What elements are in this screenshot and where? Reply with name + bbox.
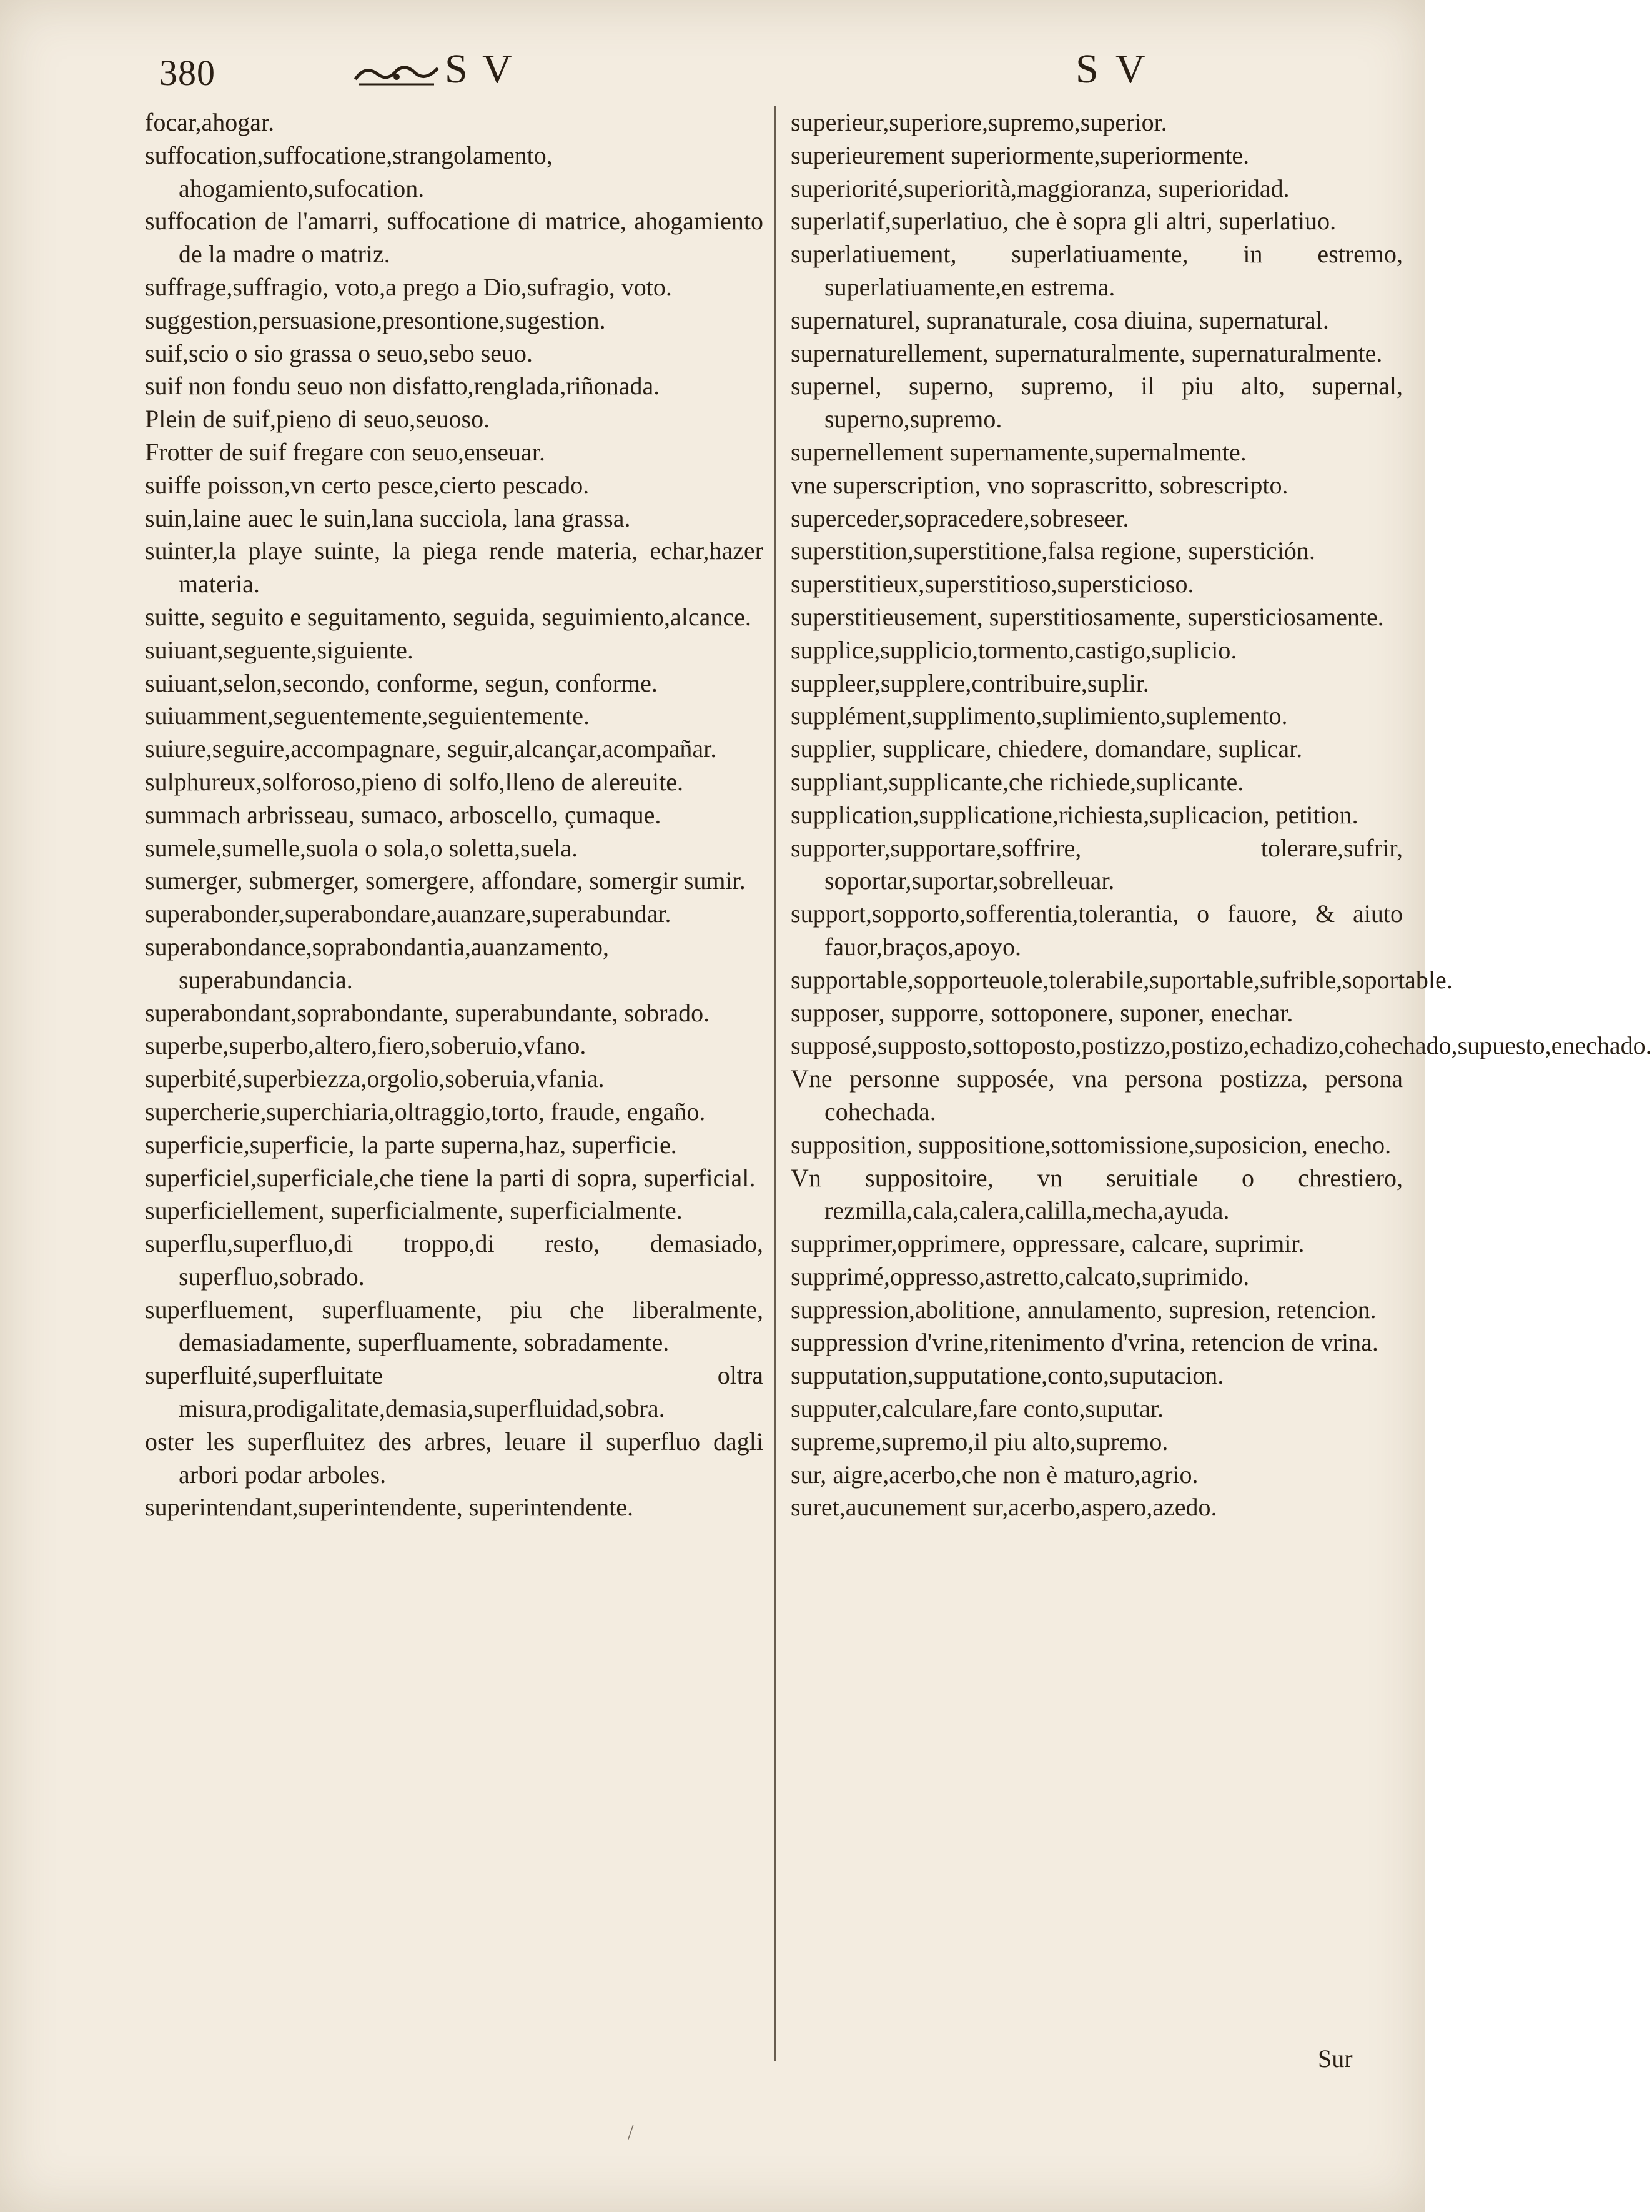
dictionary-entry: suiuant,seguente,siguiente. (145, 635, 413, 664)
running-head-left: S V (445, 46, 515, 92)
right-column (791, 106, 1652, 1524)
dictionary-entry: suif,scio o sio grassa o seuo,sebo seuo. (145, 339, 533, 367)
dictionary-entry: vne superscription, vno soprascritto, sobrescripto. (791, 470, 1288, 499)
dictionary-entry: superficiel,superficiale,che tiene la parti di sopra, superficial. (145, 1163, 756, 1192)
dictionary-entry: suggestion,persuasione,presontione,sugestion. (145, 305, 606, 334)
dictionary-entry: suppliant,supplicante,che richiede,suplicante. (791, 767, 1244, 796)
dictionary-entry: suppression,abolitione, annulamento, supresion, retencion. (791, 1295, 1377, 1324)
dictionary-entry: suiure,seguire,accompagnare, seguir,alcançar,acompañar. (145, 735, 717, 763)
dictionary-entry: suffocation de l'amarri, suffocatione di matrice, ahogamiento de la madre o matriz. (145, 207, 763, 269)
dictionary-entry: suret,aucunement sur,acerbo,aspero,azedo. (791, 1493, 1217, 1522)
page-number: 380 (159, 52, 215, 93)
dictionary-entry: suinter,la playe suinte, la piega rende materia, echar,hazer materia. (145, 537, 763, 598)
dictionary-entry: supernellement supernamente,supernalmente. (791, 437, 1247, 466)
dictionary-entry: suppleer,supplere,contribuire,suplir. (791, 668, 1149, 697)
dictionary-entry: suffrage,suffragio, voto,a prego a Dio,sufragio, voto. (145, 272, 672, 301)
dictionary-entry: suffocation,suffocatione,strangolamento, ahogamiento,sufocation. (145, 141, 553, 202)
dictionary-entry: superabondant,soprabondante, superabundante, sobrado. (145, 998, 710, 1027)
dictionary-entry: supernel, superno, supremo, il piu alto, supernal, superno,supremo. (791, 372, 1403, 434)
dictionary-entry: superintendant,superintendente, superintendente. (145, 1493, 633, 1522)
dictionary-entry: superficie,superficie, la parte superna,haz, superficie. (145, 1130, 677, 1159)
dictionary-entry: Frotter de suif fregare con seuo,enseuar. (145, 437, 545, 466)
running-head-right: S V (1076, 46, 1149, 92)
dictionary-entry: suif non fondu seuo non disfatto,renglada,riñonada. (145, 372, 660, 400)
dictionary-entry: suin,laine auec le suin,lana succiola, lana grassa. (145, 503, 631, 532)
dictionary-entry: superficiellement, superficialmente, superficialmente. (145, 1196, 683, 1225)
dictionary-entry: supporter,supportare,soffrire, tolerare,sufrir, soportar,suportar,sobrelleuar. (791, 833, 1403, 895)
dictionary-entry: sur, aigre,acerbo,che non è maturo,agrio. (791, 1460, 1199, 1489)
left-column (145, 106, 763, 1524)
dictionary-entry: supplice,supplicio,tormento,castigo,suplicio. (791, 635, 1237, 664)
dictionary-entry: suiffe poisson,vn certo pesce,cierto pescado. (145, 470, 590, 499)
dictionary-entry: superieur,superiore,supremo,superior. (791, 108, 1167, 136)
dictionary-entry: superiorité,superiorità,maggioranza, superioridad. (791, 174, 1290, 202)
dictionary-entry: superstitieusement, superstitiosamente, supersticiosamente. (791, 602, 1384, 631)
dictionary-entry: oster les superfluitez des arbres, leuare il superfluo dagli arbori podar arboles. (145, 1427, 763, 1489)
dictionary-entry: Vne personne supposée, vna persona postizza, persona cohechada. (791, 1064, 1403, 1126)
dictionary-entry: supposé,supposto,sottoposto,postizzo,postizo,echadizo,cohechado,supuesto,enechado. (791, 1031, 1652, 1060)
dictionary-entry: support,sopporto,sofferentia,tolerantia, o fauore, & aiuto fauor,braços,apoyo. (791, 900, 1403, 961)
dictionary-entry: superbe,superbo,altero,fiero,soberuio,vfano. (145, 1031, 586, 1060)
dictionary-entry: supplication,supplicatione,richiesta,suplicacion, petition. (791, 800, 1358, 829)
printer-ornament-icon (353, 61, 440, 89)
page-header (0, 34, 1425, 109)
dictionary-entry: supputer,calculare,fare conto,suputar. (791, 1394, 1164, 1423)
dictionary-entry: suppression d'vrine,ritenimento d'vrina, retencion de vrina. (791, 1328, 1378, 1357)
dictionary-entry: Vn suppositoire, vn seruitiale o chrestiero, rezmilla,cala,calera,calilla,mecha,ayuda. (791, 1163, 1403, 1225)
dictionary-entry: supputation,supputatione,conto,suputacion. (791, 1361, 1224, 1390)
dictionary-entry: supprimer,opprimere, oppressare, calcare, suprimir. (791, 1229, 1305, 1258)
dictionary-entry: superflu,superfluo,di troppo,di resto, demasiado, superfluo,sobrado. (145, 1229, 763, 1291)
dictionary-entry: supernaturel, supranaturale, cosa diuina, supernatural. (791, 305, 1329, 334)
dictionary-entry: supercherie,superchiaria,oltraggio,torto, fraude, engaño. (145, 1097, 706, 1126)
dictionary-entry: sumerger, submerger, somergere, affondare, somergir sumir. (145, 866, 746, 895)
dictionary-entry: supprimé,oppresso,astretto,calcato,suprimido. (791, 1262, 1250, 1291)
dictionary-entry: supplier, supplicare, chiedere, domandare, suplicar. (791, 735, 1303, 763)
catchword: Sur (1318, 2045, 1353, 2073)
dictionary-entry: supportable,sopporteuole,tolerabile,suportable,sufrible,soportable. (791, 965, 1453, 994)
dictionary-entry: focar,ahogar. (145, 108, 275, 136)
dictionary-entry: suiuant,selon,secondo, conforme, segun, conforme. (145, 668, 658, 697)
dictionary-entry: superabonder,superabondare,auanzare,superabundar. (145, 900, 671, 928)
dictionary-entry: supposer, supporre, sottoponere, suponer, enechar. (791, 998, 1293, 1027)
dictionary-entry: suiuamment,seguentemente,seguientemente. (145, 702, 590, 730)
dictionary-entry: suitte, seguito e seguitamento, seguida, seguimiento,alcance. (145, 602, 751, 631)
dictionary-entry: supernaturellement, supernaturalmente, supernaturalmente. (791, 339, 1383, 367)
dictionary-entry: sumele,sumelle,suola o sola,o soletta,suela. (145, 833, 578, 862)
dictionary-entry: superstition,superstitione,falsa regione, superstición. (791, 537, 1315, 565)
dictionary-entry: superlatif,superlatiuo, che è sopra gli altri, superlatiuo. (791, 207, 1337, 236)
dictionary-entry: summach arbrisseau, sumaco, arboscello, çumaque. (145, 800, 661, 829)
dictionary-entry: superlatiuement, superlatiuamente, in estremo, superlatiuamente,en estrema. (791, 240, 1403, 301)
column-divider (774, 106, 776, 2061)
dictionary-entry: superfluement, superfluamente, piu che liberalmente, demasiadamente, superfluamente, sobradamente. (145, 1295, 763, 1357)
dictionary-entry: superstitieux,superstitioso,supersticioso. (791, 570, 1194, 598)
dictionary-entry: superfluité,superfluitate oltra misura,prodigalitate,demasia,superfluidad,sobra. (145, 1361, 763, 1423)
dictionary-entry: supreme,supremo,il piu alto,supremo. (791, 1427, 1169, 1456)
dictionary-entry: superabondance,soprabondantia,auanzamento, superabundancia. (145, 932, 610, 994)
dictionary-entry: Plein de suif,pieno di seuo,seuoso. (145, 405, 490, 434)
dictionary-entry: superceder,sopracedere,sobreseer. (791, 503, 1129, 532)
dictionary-entry: superieurement superiormente,superiormente. (791, 141, 1250, 169)
dictionary-entry: supposition, suppositione,sottomissione,suposicion, enecho. (791, 1130, 1392, 1159)
dictionary-entry: sulphureux,solforoso,pieno di solfo,lleno de alereuite. (145, 767, 684, 796)
dictionary-entry: superbité,superbiezza,orgolio,soberuia,vfania. (145, 1064, 605, 1093)
dictionary-entry: supplément,supplimento,suplimiento,suplemento. (791, 702, 1288, 730)
folio-mark: / (628, 2121, 634, 2144)
